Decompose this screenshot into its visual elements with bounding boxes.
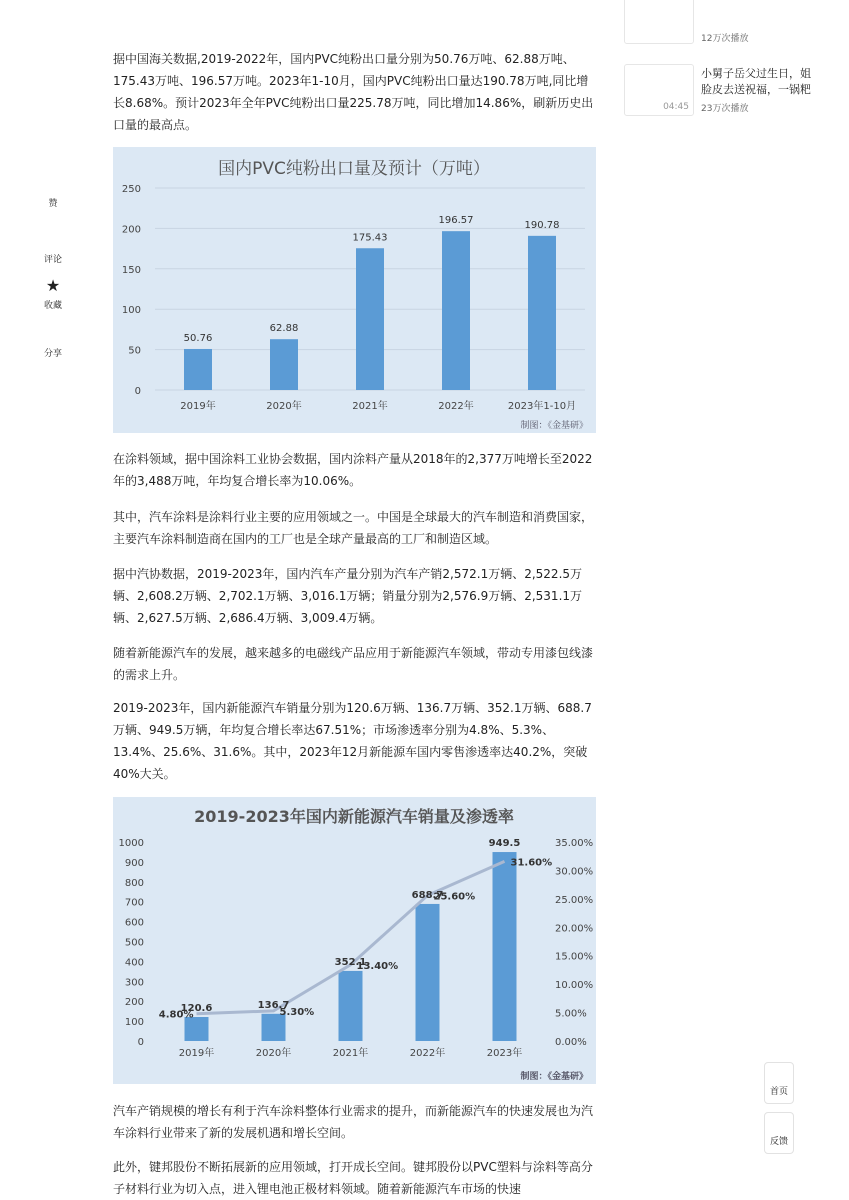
y-right-tick-label: 25.00% bbox=[555, 894, 594, 906]
line-data-label: 4.80% bbox=[158, 1009, 194, 1021]
x-tick-label: 2019年 bbox=[180, 401, 216, 412]
home-label: 首页 bbox=[769, 1087, 788, 1097]
y-left-tick-label: 900 bbox=[124, 857, 144, 869]
x-tick-label: 2021年 bbox=[352, 401, 388, 412]
y-left-tick-label: 300 bbox=[124, 977, 144, 989]
bar bbox=[528, 236, 556, 390]
chart-source: 制图：《金基研》 bbox=[520, 421, 588, 431]
feedback-button[interactable] bbox=[764, 1112, 794, 1154]
nev-sales-chart-svg bbox=[113, 797, 596, 1084]
x-tick-label: 2020年 bbox=[255, 1048, 292, 1059]
x-tick-label: 2020年 bbox=[266, 401, 302, 412]
home-button[interactable] bbox=[764, 1062, 794, 1104]
like-button[interactable] bbox=[30, 196, 76, 209]
data-label: 196.57 bbox=[438, 215, 474, 227]
x-tick-label: 2019年 bbox=[178, 1048, 215, 1059]
bar-data-label: 949.5 bbox=[488, 838, 521, 850]
article-paragraph: 2019-2023年，国内新能源汽车销量分别为120.6万辆、136.7万辆、352.1万辆、688.7万辆、949.5万辆，年均复合增长率达67.51%；市场渗透率分别为4.8%、5.3%、13.4%、25.6%、31.6%。其中，2023年12月新能源车国内零售渗透率达40.2%，突破40%大关。 bbox=[113, 701, 592, 781]
share-label: 分享 bbox=[43, 349, 62, 359]
video-card[interactable] bbox=[624, 64, 849, 116]
like-label: 赞 bbox=[48, 199, 58, 209]
chart-source: 制图：《金基研》 bbox=[520, 1072, 588, 1082]
comment-button[interactable] bbox=[30, 252, 76, 265]
bar bbox=[184, 349, 212, 390]
star-icon: ★ bbox=[45, 276, 61, 295]
bar bbox=[493, 852, 517, 1041]
bar bbox=[270, 339, 298, 390]
y-right-tick-label: 20.00% bbox=[555, 923, 594, 935]
x-tick-label: 2022年 bbox=[438, 401, 474, 412]
bar-data-label: 352.1 bbox=[334, 956, 367, 968]
y-right-tick-label: 5.00% bbox=[555, 1008, 587, 1020]
y-right-tick-label: 15.00% bbox=[555, 951, 594, 963]
article-paragraph: 据中汽协数据，2019-2023年，国内汽车产量分别为汽车产销2,572.1万辆、2,522.5万辆、2,608.2万辆、2,702.1万辆、3,016.1万辆；销量分别为2,576.9万辆、2,531.1万辆、2,627.5万辆、2,686.4万辆、3,009.4万辆。 bbox=[113, 567, 583, 625]
y-tick-label: 200 bbox=[121, 224, 141, 236]
bar bbox=[356, 248, 384, 390]
x-tick-label: 2023年 bbox=[486, 1048, 523, 1059]
pvc-export-chart bbox=[113, 147, 596, 433]
video-plays: 23万次播放 bbox=[701, 104, 749, 114]
y-tick-label: 250 bbox=[121, 184, 141, 195]
y-left-tick-label: 200 bbox=[124, 997, 144, 1009]
video-duration: 04:45 bbox=[663, 102, 689, 112]
y-left-tick-label: 100 bbox=[124, 1017, 144, 1029]
article-paragraph: 其中，汽车涂料是涂料行业主要的应用领域之一。中国是全球最大的汽车制造和消费国家，主要汽车涂料制造商在国内的工厂也是全球产量最高的工厂和制造区域。 bbox=[113, 510, 594, 546]
x-tick-label: 2021年 bbox=[332, 1048, 369, 1059]
data-label: 62.88 bbox=[269, 323, 299, 335]
feedback-label: 反馈 bbox=[769, 1137, 788, 1147]
bar-data-label: 120.6 bbox=[180, 1003, 213, 1015]
y-right-tick-label: 10.00% bbox=[555, 980, 594, 992]
article-paragraph: 随着新能源汽车的发展，越来越多的电磁线产品应用于新能源汽车领域，带动专用漆包线漆的需求上升。 bbox=[113, 646, 594, 682]
video-title-line[interactable]: 脸皮去送祝福，一锅粑 bbox=[701, 83, 811, 96]
comment-label: 评论 bbox=[43, 255, 62, 265]
bar bbox=[262, 1014, 286, 1041]
data-label: 190.78 bbox=[524, 219, 560, 231]
video-thumbnail[interactable] bbox=[624, 0, 694, 44]
article-paragraph: 在涂料领域，据中国涂料工业协会数据，国内涂料产量从2018年的2,377万吨增长至2022年的3,488万吨，年均复合增长率为10.06%。 bbox=[113, 452, 593, 488]
y-tick-label: 150 bbox=[121, 264, 141, 276]
video-card[interactable] bbox=[624, 0, 849, 44]
y-left-tick-label: 0 bbox=[137, 1037, 144, 1048]
chart-title: 国内PVC纯粉出口量及预计（万吨） bbox=[218, 159, 490, 179]
video-thumbnail[interactable] bbox=[624, 64, 694, 116]
data-label: 175.43 bbox=[352, 232, 388, 244]
y-left-tick-label: 600 bbox=[124, 917, 144, 929]
line-data-label: 13.40% bbox=[356, 960, 399, 972]
bar bbox=[416, 904, 440, 1041]
line-data-label: 5.30% bbox=[279, 1006, 315, 1018]
x-tick-label: 2023年1-10月 bbox=[507, 401, 577, 412]
y-left-tick-label: 500 bbox=[124, 937, 144, 949]
pvc-export-chart-svg bbox=[113, 147, 596, 433]
y-left-tick-label: 700 bbox=[124, 897, 144, 909]
video-plays: 12万次播放 bbox=[701, 34, 749, 44]
article-paragraph: 据中国海关数据,2019-2022年，国内PVC纯粉出口量分别为50.76万吨、62.88万吨、175.43万吨、196.57万吨。2023年1-10月，国内PVC纯粉出口量达190.78万吨,同比增长8.68%。预计2023年全年PVC纯粉出口量225.78万吨，同比增加14.86%，刷新历史出口量的最高点。 bbox=[113, 52, 594, 132]
collect-button[interactable] bbox=[30, 278, 76, 311]
line-data-label: 31.60% bbox=[510, 857, 553, 869]
y-tick-label: 0 bbox=[134, 386, 141, 397]
collect-label: 收藏 bbox=[43, 301, 62, 311]
article-paragraph: 此外，键邦股份不断拓展新的应用领域，打开成长空间。键邦股份以PVC塑料与涂料等高分子材料行业为切入点，进入锂电池正极材料领域。随着新能源汽车市场的快速 bbox=[113, 1160, 593, 1196]
bar-data-label: 688.7 bbox=[411, 889, 444, 901]
y-right-tick-label: 0.00% bbox=[555, 1037, 587, 1048]
y-left-tick-label: 400 bbox=[124, 957, 144, 969]
y-left-tick-label: 800 bbox=[124, 877, 144, 889]
bar bbox=[442, 231, 470, 390]
video-title-line[interactable]: 小舅子岳父过生日，姐 bbox=[701, 67, 811, 80]
y-tick-label: 50 bbox=[128, 345, 141, 357]
bar bbox=[339, 971, 363, 1041]
share-button[interactable] bbox=[30, 346, 76, 359]
data-label: 50.76 bbox=[183, 332, 213, 344]
article-paragraph: 汽车产销规模的增长有利于汽车涂料整体行业需求的提升，而新能源汽车的快速发展也为汽车涂料行业带来了新的发展机遇和增长空间。 bbox=[113, 1104, 594, 1140]
nev-sales-chart bbox=[113, 797, 596, 1084]
x-tick-label: 2022年 bbox=[409, 1048, 446, 1059]
bar-data-label: 136.7 bbox=[257, 999, 290, 1011]
y-tick-label: 100 bbox=[121, 305, 141, 317]
y-right-tick-label: 35.00% bbox=[555, 838, 594, 849]
chart-title: 2019-2023年国内新能源汽车销量及渗透率 bbox=[194, 807, 514, 826]
line-data-label: 25.60% bbox=[433, 891, 476, 903]
y-right-tick-label: 30.00% bbox=[555, 866, 594, 878]
y-left-tick-label: 1000 bbox=[118, 838, 144, 849]
